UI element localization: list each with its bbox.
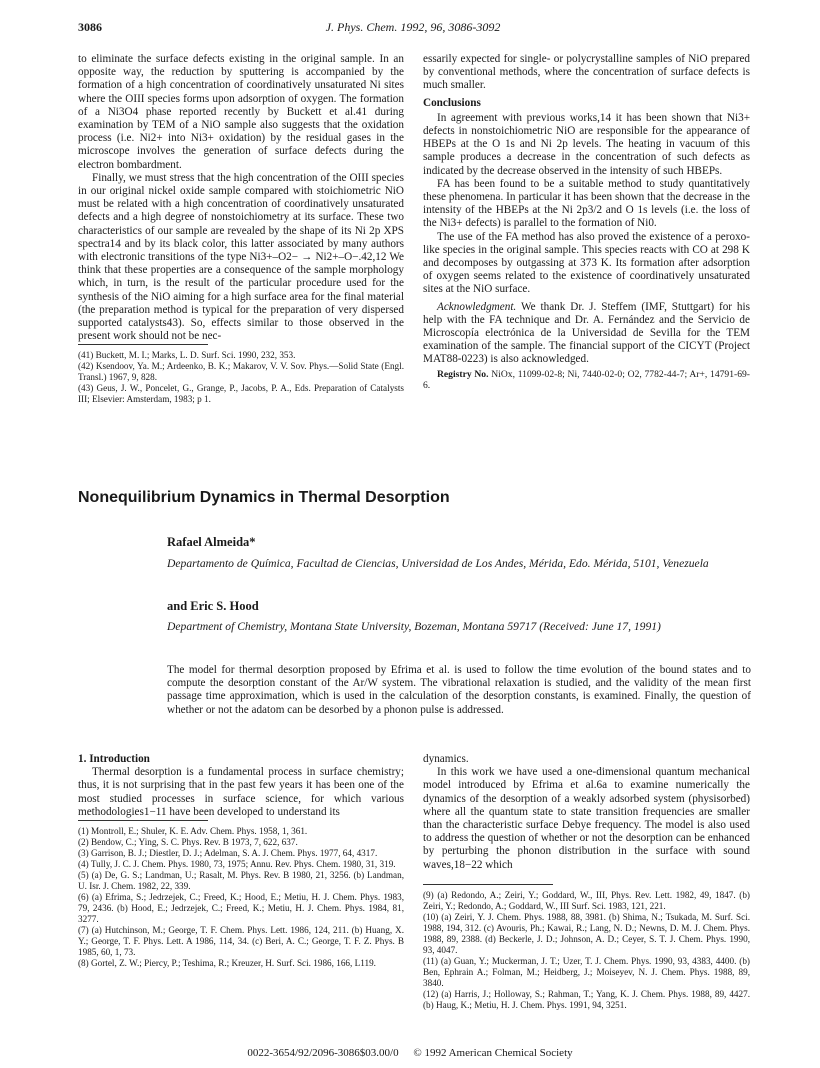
reference-42: (42) Ksendoov, Ya. M.; Ardeenko, B. K.; Makarov, V. V. Sov. Phys.—Solid State (Engl. Transl.) 1967, 9, 828. [78,361,404,382]
footnote-divider [78,344,208,345]
affiliation-2: Department of Chemistry, Montana State University, Bozeman, Montana 59717 (Received: June 17, 1991) [167,620,661,633]
paragraph: In agreement with previous works,14 it has been shown that Ni3+ defects in nonstoichiometric NiO are responsible for the appearance of HBEPs at the O 1s and Ni 2p levels. The heating in vacuum of this sample produces a decrease in the concentration of such defects as indicated by the decrease observed in the intensity of such HBEPs. [423,111,750,177]
intro-left-column [78,753,404,819]
footnote-divider [78,820,208,821]
reference-3: (3) Garrison, B. J.; Diestler, D. J.; Adelman, S. A. J. Chem. Phys. 1977, 64, 4317. [78,848,378,858]
reference-4: (4) Tully, J. C. J. Chem. Phys. 1980, 73, 1975; Annu. Rev. Phys. Chem. 1980, 31, 319. [78,859,396,869]
running-header [78,20,748,36]
section-heading: 1. Introduction [78,753,150,765]
reference-5: (5) (a) De, G. S.; Landman, U.; Rasalt, M. Phys. Rev. B 1980, 21, 3256. (b) Landman, U. Isr. J. Chem. 1982, 22, 339. [78,870,404,891]
paragraph: essarily expected for single- or polycrystalline samples of NiO prepared by conventional methods, where the concentration of surface defects is much smaller. [423,53,750,92]
conclusions-heading: Conclusions [423,96,481,109]
registry-numbers [423,369,750,392]
reference-7: (7) (a) Hutchinson, M.; George, T. F. Chem. Phys. Lett. 1986, 124, 211. (b) Huang, X. Y.; George, T. F. Phys. Lett. A 1986, 114, 34. (c) Beri, A. C.; George, T. F. Z. Phys. B 1985, 60, 1, 73. [78,925,404,957]
author-1: Rafael Almeida* [167,535,256,549]
footnote-divider [423,884,553,885]
reference-6: (6) (a) Efrima, S.; Jedrzejek, C.; Freed, K.; Hood, E.; Metiu, H. J. Chem. Phys. 1983, 79, 2436. (b) Hood, E.; Jedrzejek, C.; Freed, K.; Metiu, H. J. Chem. Phys. 1984, 81, 3277. [78,892,404,924]
acknowledgment [423,301,750,367]
affiliation-1: Departamento de Química, Facultad de Ciencias, Universidad de Los Andes, Mérida, Edo. Mérida, 5101, Venezuela [167,557,709,570]
journal-citation: J. Phys. Chem. 1992, 96, 3086-3092 [325,20,501,34]
page-number: 3086 [78,20,102,34]
reference-41: (41) Buckett, M. I.; Marks, L. D. Surf. Sci. 1990, 232, 353. [78,350,296,360]
reference-8: (8) Gortel, Z. W.; Piercy, P.; Teshima, R.; Kreuzer, H. Surf. Sci. 1986, 166, L119. [78,958,376,968]
article-title: Nonequilibrium Dynamics in Thermal Desorption [78,489,450,506]
reference-11: (11) (a) Guan, Y.; Muckerman, J. T.; Uzer, T. J. Chem. Phys. 1990, 93, 4383, 4400. (b) Ben, Ephrain A.; Folman, M.; Heidberg, J.; Moiseyev, N. J. Chem. Phys. 1988, 89, 3840. [423,956,750,988]
top-left-column [78,53,404,343]
acknowledgment-text: We thank Dr. J. Steffem (IMF, Stuttgart) for his help with the FA technique and Dr. A. Fernández and the Servicio de Microscopía electrónica de la Universidad de Sevilla for the TEM examination of the sample. The financial support of the CICYT (Project MAT88-0223) is also acknowledged. [423,300,750,366]
footnotes-top-left [78,350,404,405]
page-footer [0,1047,820,1059]
registry-text: NiOx, 11099-02-8; Ni, 7440-02-0; O2, 7782-44-7; Ar+, 14791-69-6. [423,368,750,392]
registry-label: Registry No. [437,368,489,380]
paragraph: FA has been found to be a suitable method to study quantitatively these phenomena. In particular it has been shown that the decrease in the intensity of the HBEPs at the Ni 2p3/2 and O 1s levels (i.e. the loss of the Ni3+ defects) is parallel to the formation of Ni0. [423,177,750,230]
paragraph: to eliminate the surface defects existing in the original sample. In an opposite way, the reduction by sputtering is accompanied by the formation of a high concentration of coordinatively unsaturated Ni sites where the OIII species forms upon adsorption of oxygen. The formation of a Ni3O4 phase reported recently by Buckett et al.41 during examination by TEM of a NiO sample also suggests that the oxidation process (i.e. Ni2+ into Ni3+ oxidation) by the residual gases in the microscope involves the generation of surface defects during the electron bombardment. [78,53,404,171]
reference-9: (9) (a) Redondo, A.; Zeiri, Y.; Goddard, W., III, Phys. Rev. Lett. 1982, 49, 1847. (b) Zeiri, Y.; Redondo, A.; Goddard, W., III Surf. Sci. 1983, 121, 221. [423,890,750,911]
abstract: The model for thermal desorption proposed by Efrima et al. is used to follow the time evolution of the bound states and to compute the desorption constant of the Ar/W system. The vibrational relaxation is studied, and the validity of the mean first passage time approximation, which is used in the calculation of the desorption constants, is examined. Finally, the question of whether or not the adatom can be desorbed by a phonon pulse is addressed. [167,664,751,716]
reference-43: (43) Geus, J. W., Poncelet, G., Grange, P., Jacobs, P. A., Eds. Preparation of Catalysts III; Elsevier: Amsterdam, 1983; p 1. [78,383,404,404]
paragraph: Finally, we must stress that the high concentration of the OIII species in our original nickel oxide sample compared with stoichiometric NiO must be related with a high concentration of coordinatively unsaturated defects and a high degree of nonstoichiometry at its surface. These two characteristics of our sample are revealed by the shape of its Ni 2p XPS spectra14 and by its black color, this latter associated by many authors with electronic transitions of the type Ni3+–O2− → Ni2+–O−.42,12 We think that these properties are a consequence of the sample morphology which, in turn, is the result of the particular procedure used for the synthesis of the NiO aiming for a high surface area for the final material (the preparation method is typical for the preparation of very dispersed supported catalysts43). So, effects similar to those observed in the present work should not be nec- [78,171,404,343]
reference-10: (10) (a) Zeiri, Y. J. Chem. Phys. 1988, 88, 3981. (b) Shima, N.; Tsukada, M. Surf. Sci. 1988, 194, 312. (c) Avouris, Ph.; Kawai, R.; Lang, N. D.; Newns, D. M. J. Chem. Phys. 1988, 89, 2388. (d) Beckerle, J. D.; Johnson, A. D.; Ceyer, S. T. J. Chem. Phys. 1990, 93, 4047. [423,912,750,955]
top-right-column [423,53,750,392]
footnotes-bottom-right [423,890,750,1011]
copyright-notice: © 1992 American Chemical Society [413,1047,573,1059]
acknowledgment-label: Acknowledgment. [437,300,517,313]
reference-12: (12) (a) Harris, J.; Holloway, S.; Rahman, T.; Yang, K. J. Chem. Phys. 1988, 89, 4427. (b) Haug, K.; Metiu, H. J. Chem. Phys. 1991, 94, 3251. [423,989,750,1010]
paragraph: Thermal desorption is a fundamental process in surface chemistry; thus, it is not surprising that in the past few years it has been one of the most studied processes in surface science, for which various methodologies1−11 have been developed to understand its [78,766,404,818]
paragraph: In this work we have used a one-dimensional quantum mechanical model introduced by Efrima et al.6a to examine numerically the dynamics of the desorption of a weakly adsorbed system (physisorbed) where all the quantum state to state transition frequencies are smaller than the characteristic surface Debye frequency. The model is also used to address the question of whether or not the desorption can be enhanced by perturbing the phonon distribution in the surface with sound waves,18−22 which [423,766,750,871]
copyright-code: 0022-3654/92/2096-3086$03.00/0 [247,1047,399,1059]
reference-1: (1) Montroll, E.; Shuler, K. E. Adv. Chem. Phys. 1958, 1, 361. [78,826,308,836]
paragraph: The use of the FA method has also proved the existence of a peroxo-like species in the original sample. This species reacts with CO at 298 K and decomposes by outgassing at 373 K. Its formation after adsorption of oxygen seems related to the existence of coordinatively unsaturated sites at the NiO surface. [423,230,750,296]
intro-right-column [423,753,750,872]
footnotes-bottom-left [78,826,404,969]
author-2: and Eric S. Hood [167,599,259,613]
paragraph: dynamics. [423,753,469,765]
reference-2: (2) Bendow, C.; Ying, S. C. Phys. Rev. B 1973, 7, 622, 637. [78,837,298,847]
